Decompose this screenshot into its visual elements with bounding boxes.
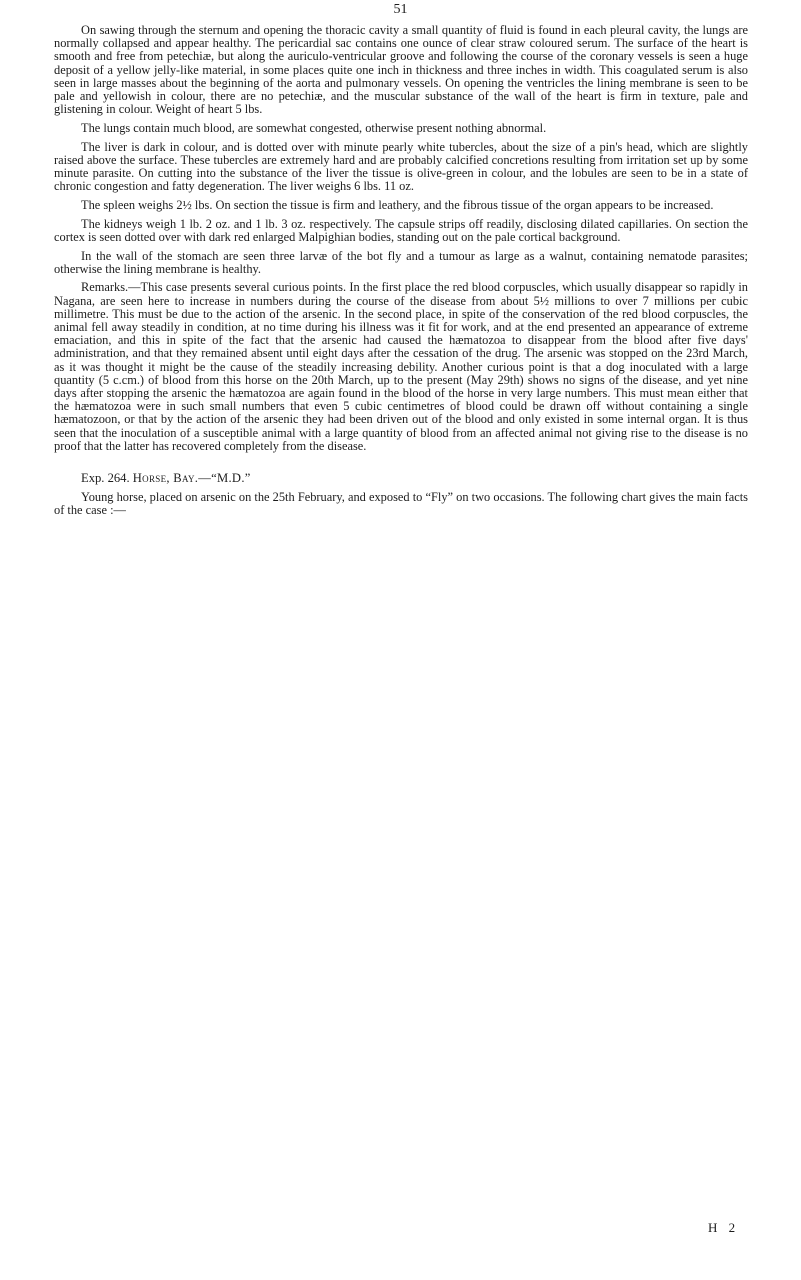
paragraph-remarks: Remarks.—This case presents several curious points. In the first place the red blood corpuscles, which usually disappear so rapidly in Nagana, are seen here to increase in numbers during the course of the disease from about 5½ millions to over 7 millions per cubic millimetre. This must be due to the action of the arsenic. In the second place, in spite of the conservation of the red blood corpuscles, the animal fell away steadily in condition, at no time during his illness was it fit for work, and at the end presented an appearance of extreme emaciation, and this in spite of the fact that the arsenic had caused the hæmatozoa to disappear from the blood after five days' administration, and that they remained absent until eight days after the cessation of the drug. The arsenic was stopped on the 23rd March, as it was thought it might be the cause of the steadily increasing debility. Another curious point is that a dog inoculated with a large quantity (5 c.cm.) of blood from this horse on the 20th March, up to the present (May 29th) shows no signs of the disease, and yet nine days after stopping the arsenic the hæmatozoa are again found in the blood of the horse in very large numbers. This must mean either that the hæmatozoa were in such small numbers that even 5 cubic centimetres of blood could be drawn off without containing a single hæmatozoon, or that by the action of the arsenic they had been driven out of the blood and only existed in some internal organ. It is thus seen that the inoculation of a susceptible animal with a large quantity of blood from an affected animal not giving rise to the disease is no proof that the latter has recovered completely from the disease. [54,280,748,453]
page-body [54,24,748,523]
paragraph-experiment: Young horse, placed on arsenic on the 25th February, and exposed to “Fly” on two occasions. The following chart gives the main facts of the case :— [54,490,748,518]
sheet-signature: H 2 [708,1220,740,1235]
experiment-number: Exp. 264. [81,471,130,486]
paragraph-spleen: The spleen weighs 2½ lbs. On section the tissue is firm and leathery, and the fibrous tissue of the organ appears to be increased. [81,197,714,212]
paragraph-liver: The liver is dark in colour, and is dotted over with minute pearly white tubercles, about the size of a pin's head, which are slightly raised above the surface. These tubercles are extremely hard and are probably calcified concretions resulting from irritation set up by some minute parasite. On cutting into the substance of the liver the tissue is olive-green in colour, and the lobules are seen to be in a state of chronic congestion and fatty degeneration. The liver weighs 6 lbs. 11 oz. [54,139,748,194]
experiment-title: Horse, Bay.—“M.D.” [132,471,251,486]
page-number: 51 [393,2,408,17]
paragraph-heart: On sawing through the sternum and opening the thoracic cavity a small quantity of fluid is found in each pleural cavity, the lungs are normally collapsed and appear healthy. The pericardial sac contains one ounce of clear straw coloured serum. The surface of the heart is smooth and free from petechiæ, but along the auriculo-ventricular groove and following the course of the coronary vessels is seen a huge deposit of a yellow jelly-like material, in some places quite one inch in thickness and three inches in width. This coagulated serum is also seen in large masses about the beginning of the aorta and pulmonary vessels. On opening the ventricles the lining membrane is seen to be pale and yellowish in colour, there are no petechiæ, and the muscular substance of the wall of the heart is firm in texture, pale and glistening in colour. Weight of heart 5 lbs. [54,23,748,117]
experiment-heading [54,471,748,485]
paragraph-lungs: The lungs contain much blood, are somewhat congested, otherwise present nothing abnormal. [81,120,547,135]
paragraph-kidneys: The kidneys weigh 1 lb. 2 oz. and 1 lb. 3 oz. respectively. The capsule strips off readily, disclosing dilated capillaries. On section the cortex is seen dotted over with dark red enlarged Malpighian bodies, standing out on the pale cortical background. [54,216,748,244]
paragraph-stomach: In the wall of the stomach are seen three larvæ of the bot fly and a tumour as large as a walnut, containing nematode parasites; otherwise the lining membrane is healthy. [54,248,748,276]
